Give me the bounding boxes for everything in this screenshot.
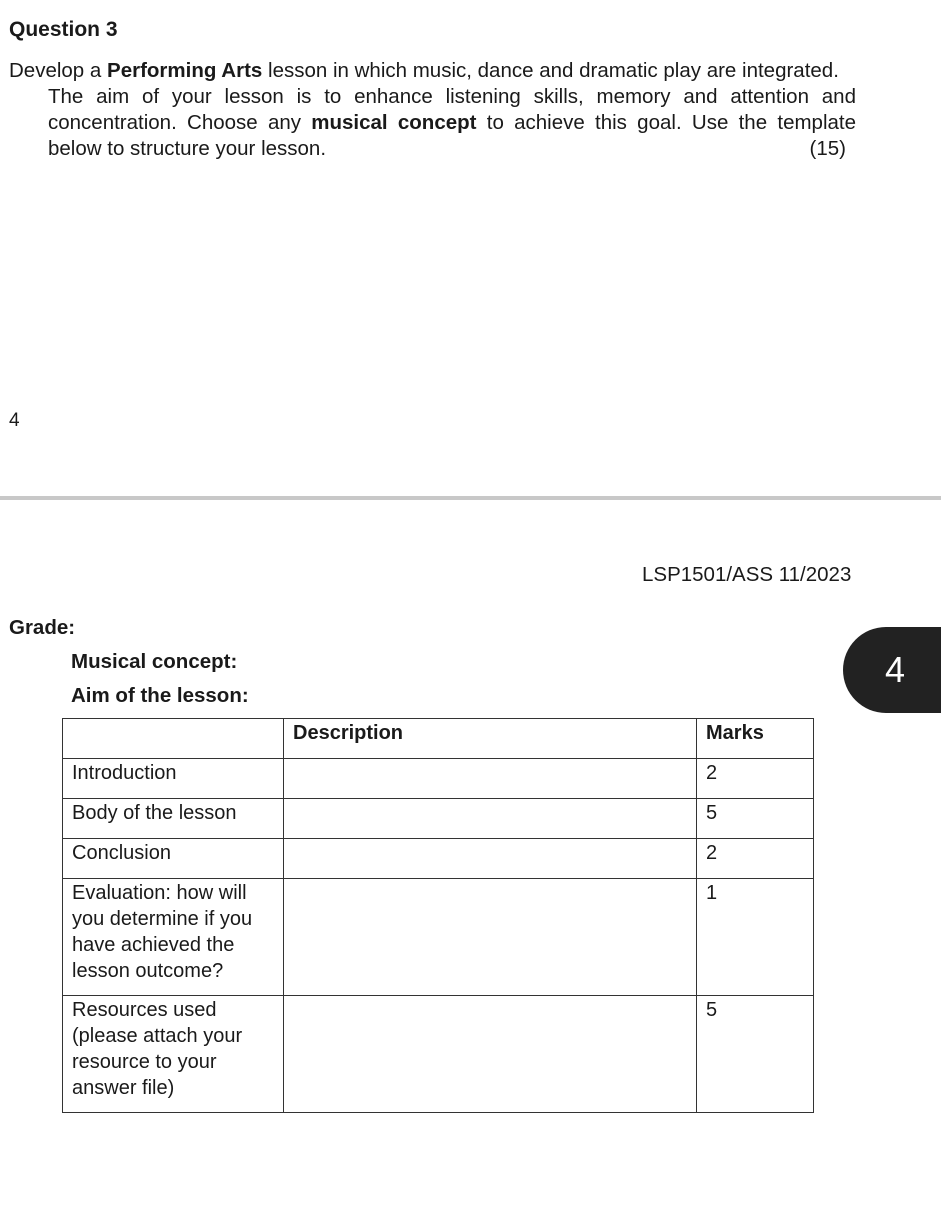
- section-cell: Conclusion: [63, 839, 284, 879]
- instructions-text-end: to achieve this goal. Use the template below to structure your lesson.: [48, 111, 857, 160]
- performing-arts-term: Performing Arts: [107, 59, 263, 82]
- page-indicator-number: 4: [885, 649, 906, 690]
- grade-label: Grade:: [9, 616, 76, 639]
- page-indicator-badge[interactable]: [843, 627, 941, 713]
- question-title: Question 3: [9, 18, 118, 41]
- header-description: Description: [284, 719, 697, 759]
- section-cell: Resources used (please attach your resource to your answer file): [63, 996, 284, 1113]
- document-code: LSP1501/ASS 11/2023: [642, 563, 852, 586]
- marks-cell: 1: [697, 879, 814, 996]
- header-marks: Marks: [697, 719, 814, 759]
- description-cell[interactable]: [284, 799, 697, 839]
- musical-concept-label: Musical concept:: [71, 650, 238, 673]
- question-intro-line: [9, 58, 869, 84]
- table-row: [63, 759, 814, 799]
- description-cell[interactable]: [284, 996, 697, 1113]
- header-section: [63, 719, 284, 759]
- lesson-template-table: [62, 718, 814, 1113]
- page-number: 4: [9, 410, 20, 431]
- marks-cell: 2: [697, 759, 814, 799]
- description-cell[interactable]: [284, 759, 697, 799]
- question-marks: (15): [809, 137, 846, 160]
- table-row: [63, 996, 814, 1113]
- aim-label: Aim of the lesson:: [71, 684, 249, 707]
- marks-cell: 5: [697, 799, 814, 839]
- page-divider: [0, 496, 941, 500]
- section-cell: Introduction: [63, 759, 284, 799]
- table-header-row: [63, 719, 814, 759]
- question-intro-text: Develop a: [9, 59, 108, 82]
- section-cell: Body of the lesson: [63, 799, 284, 839]
- instructions-text: The aim of your lesson is to enhance listening skills, memory and attention and concentration. Choose any: [48, 85, 856, 134]
- section-cell: Evaluation: how will you determine if you have achieved the lesson outcome?: [63, 879, 284, 996]
- musical-concept-term: musical concept: [311, 111, 477, 134]
- table-row: [63, 879, 814, 996]
- table-row: [63, 799, 814, 839]
- marks-cell: 2: [697, 839, 814, 879]
- question-instructions: [48, 84, 856, 162]
- description-cell[interactable]: [284, 839, 697, 879]
- question-intro-text-end: lesson in which music, dance and dramatic play are integrated.: [262, 59, 839, 82]
- table-row: [63, 839, 814, 879]
- description-cell[interactable]: [284, 879, 697, 996]
- marks-cell: 5: [697, 996, 814, 1113]
